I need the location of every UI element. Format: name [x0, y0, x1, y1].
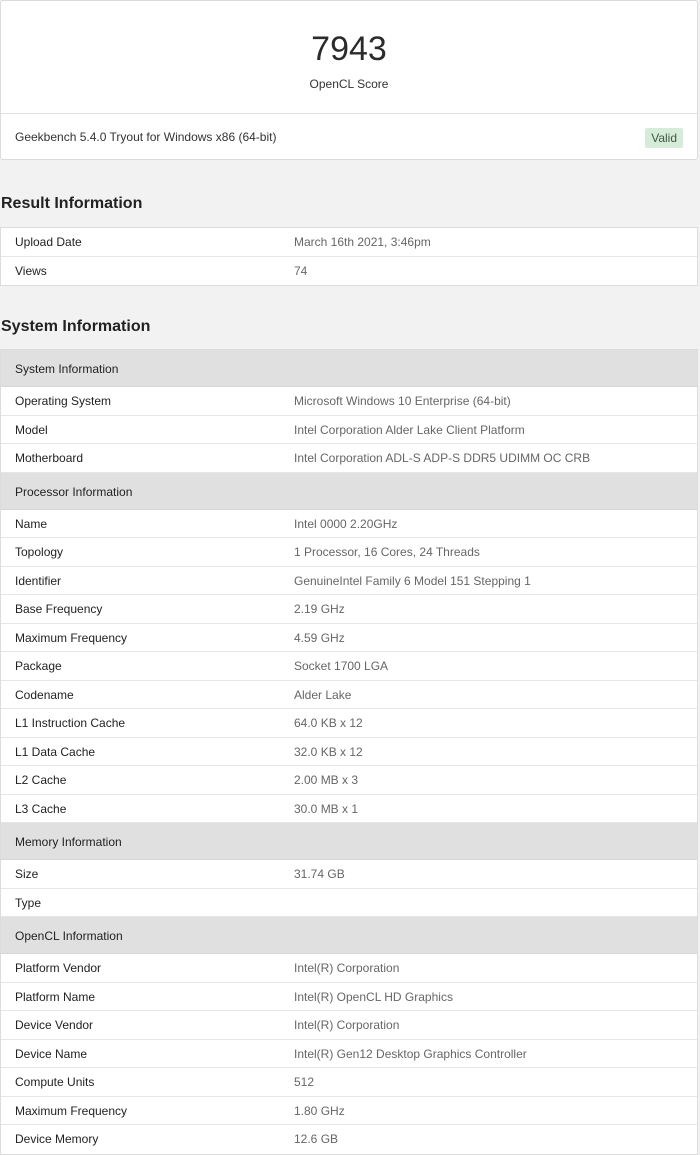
row-value: 30.0 MB x 1 — [294, 801, 359, 816]
row-key: Base Frequency — [15, 602, 103, 616]
group-header-label: Memory Information — [15, 835, 122, 849]
row-key: Maximum Frequency — [15, 1103, 128, 1118]
table-row — [1, 1097, 697, 1126]
score-value: 7943 — [311, 30, 387, 68]
row-value: Intel(R) Corporation — [294, 1018, 400, 1032]
score-footer — [1, 113, 697, 161]
table-row — [1, 795, 697, 824]
table-row — [1, 567, 697, 596]
row-value: Alder Lake — [294, 687, 352, 702]
row-key: Name — [15, 516, 48, 531]
row-key: Identifier — [15, 573, 62, 588]
group-header-label: OpenCL Information — [15, 929, 123, 943]
table-row — [1, 624, 697, 653]
row-value: 4.59 GHz — [294, 630, 345, 645]
row-key: Upload Date — [15, 235, 82, 249]
row-value: 12.6 GB — [294, 1132, 339, 1146]
group-header-processor — [1, 473, 697, 510]
table-row — [1, 681, 697, 710]
table-row — [1, 860, 697, 889]
table-row — [1, 257, 697, 286]
row-key: Motherboard — [15, 451, 84, 465]
table-row — [1, 1040, 697, 1069]
row-key: Package — [15, 659, 62, 673]
table-row — [1, 1068, 697, 1097]
group-header-memory — [1, 823, 697, 860]
row-key: Codename — [15, 687, 74, 702]
table-row — [1, 709, 697, 738]
row-key: Device Memory — [15, 1132, 99, 1146]
table-row — [1, 538, 697, 567]
score-label: OpenCL Score — [309, 77, 389, 91]
table-row — [1, 889, 697, 918]
row-value: 64.0 KB x 12 — [294, 716, 363, 730]
table-row — [1, 387, 697, 416]
score-card — [0, 0, 698, 160]
row-value: March 16th 2021, 3:46pm — [294, 235, 431, 249]
row-key: Operating System — [15, 394, 112, 408]
row-key: Type — [15, 895, 42, 910]
row-key: Platform Vendor — [15, 961, 102, 975]
row-key: L2 Cache — [15, 773, 67, 787]
row-value: Socket 1700 LGA — [294, 659, 389, 673]
row-key: Device Vendor — [15, 1018, 94, 1032]
valid-badge: Valid — [645, 128, 683, 148]
table-row — [1, 954, 697, 983]
row-key: Model — [15, 422, 48, 437]
row-key: Maximum Frequency — [15, 630, 128, 645]
row-value: GenuineIntel Family 6 Model 151 Stepping 1 — [294, 573, 531, 588]
row-value: Intel(R) Gen12 Desktop Graphics Controller — [294, 1046, 527, 1061]
table-row — [1, 983, 697, 1012]
row-value: 31.74 GB — [294, 867, 345, 881]
row-value: 1 Processor, 16 Cores, 24 Threads — [294, 545, 480, 559]
row-key: Compute Units — [15, 1075, 95, 1089]
row-value: Intel(R) Corporation — [294, 961, 400, 975]
table-row — [1, 444, 697, 473]
row-value: Intel(R) OpenCL HD Graphics — [294, 989, 453, 1004]
row-key: L3 Cache — [15, 801, 67, 816]
group-header-system — [1, 350, 697, 387]
row-key: L1 Instruction Cache — [15, 716, 126, 730]
row-key: L1 Data Cache — [15, 744, 96, 759]
row-value: 32.0 KB x 12 — [294, 744, 363, 759]
benchmark-version: Geekbench 5.4.0 Tryout for Windows x86 (64-bit) — [15, 130, 277, 144]
group-header-label: Processor Information — [15, 484, 133, 499]
row-value: Intel 0000 2.20GHz — [294, 516, 398, 531]
row-value: Intel Corporation ADL-S ADP-S DDR5 UDIMM OC CRB — [294, 451, 591, 465]
row-key: Device Name — [15, 1046, 88, 1061]
row-value: 1.80 GHz — [294, 1103, 345, 1118]
row-key: Topology — [15, 545, 64, 559]
table-row — [1, 228, 697, 257]
group-header-label: System Information — [15, 362, 119, 376]
system-information-title: System Information — [1, 318, 151, 335]
table-row — [1, 766, 697, 795]
row-value: 2.19 GHz — [294, 602, 345, 616]
row-key: Views — [15, 263, 47, 278]
table-row — [1, 738, 697, 767]
table-row — [1, 510, 697, 539]
group-header-opencl — [1, 917, 697, 954]
table-row — [1, 652, 697, 681]
result-information-table — [0, 227, 698, 286]
row-value: 512 — [294, 1075, 315, 1089]
row-key: Platform Name — [15, 989, 96, 1004]
result-information-title: Result Information — [1, 195, 143, 212]
table-row — [1, 416, 697, 445]
table-row — [1, 1125, 697, 1154]
row-value: 2.00 MB x 3 — [294, 773, 359, 787]
table-row — [1, 1011, 697, 1040]
system-information-table — [0, 349, 698, 1155]
table-row — [1, 595, 697, 624]
row-key: Size — [15, 867, 39, 881]
row-value: Intel Corporation Alder Lake Client Platform — [294, 422, 525, 437]
row-value: 74 — [294, 263, 308, 278]
row-value: Microsoft Windows 10 Enterprise (64-bit) — [294, 394, 511, 408]
